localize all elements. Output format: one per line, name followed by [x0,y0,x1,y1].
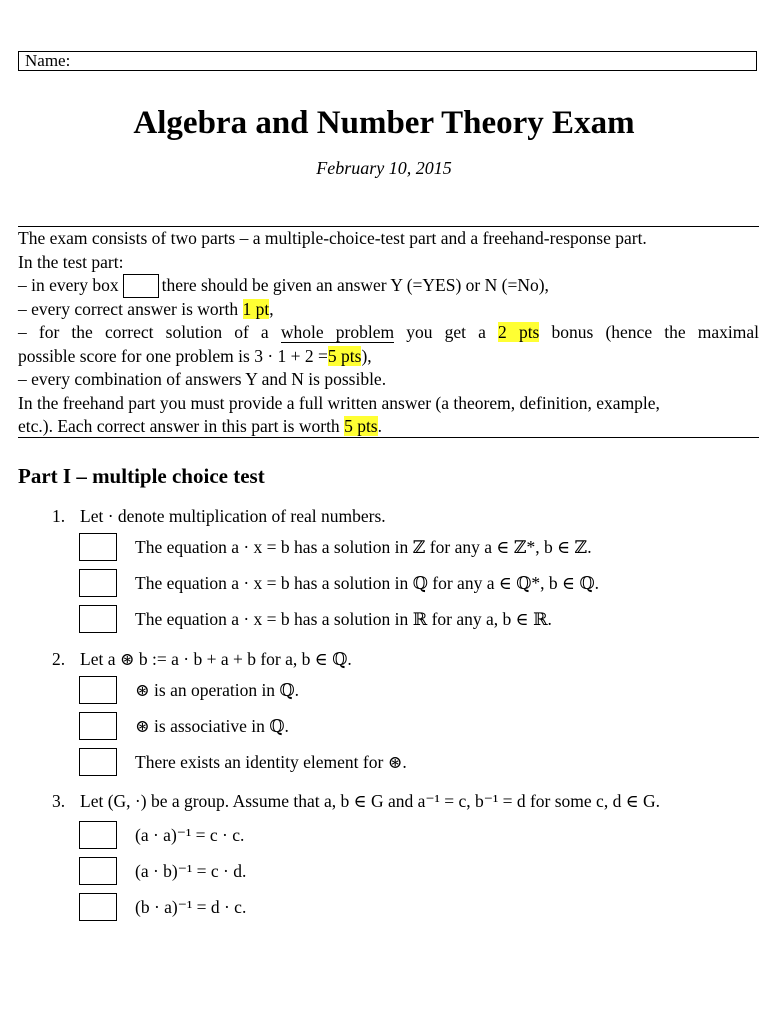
instructions-text: etc.). Each correct answer in this part is worth [18,416,340,436]
instructions-text: – for the correct solution of a [18,322,269,342]
instructions-text: bonus (hence the maximal [551,322,759,342]
exam-date: February 10, 2015 [316,158,452,178]
answer-box[interactable] [79,676,117,704]
instructions-line [18,274,759,298]
instructions-line: In the freehand part you must provide a full written answer (a theorem, definition, example, [18,392,660,413]
instructions-text: possible score for one problem is 3 · 1 + 2 = [18,345,328,366]
part-heading: Part I – multiple choice test [18,464,265,488]
question-number: 1. [52,506,66,526]
highlight-points: 5 pts [327,345,362,366]
question-number: 2. [52,649,66,669]
question-text: Let (G, ·) be a group. Assume that a, b ∈ G and a⁻¹ = c, b⁻¹ = d for some c, d ∈ G. [80,791,661,811]
instructions-text: , [269,298,274,319]
instructions-line [18,415,759,439]
answer-box[interactable] [79,533,117,561]
highlight-points: 2 pts [498,322,540,342]
question-text: Let · denote multiplication of real numbers. [80,506,386,526]
answer-box[interactable] [79,821,117,849]
underlined-text: whole problem [280,322,395,342]
answer-statement: There exists an identity element for ⊛. [135,752,407,772]
name-label: Name: [25,51,71,70]
answer-box[interactable] [79,569,117,597]
answer-statement: The equation a · x = b has a solution in ℤ for any a ∈ ℤ*, b ∈ ℤ. [135,537,592,557]
answer-statement: ⊛ is an operation in ℚ. [135,680,300,700]
instructions-line [18,321,759,345]
question-stem [52,790,660,812]
instructions-text: . [377,416,382,436]
answer-statement: (b · a)⁻¹ = d · c. [135,897,247,917]
answer-statement: ⊛ is associative in ℚ. [135,716,289,736]
question-stem [52,505,386,527]
instructions-line: The exam consists of two parts – a multiple-choice-test part and a freehand-response part. [18,228,647,248]
answer-box[interactable] [79,712,117,740]
answer-box[interactable] [79,748,117,776]
instructions-line [18,298,759,322]
highlight-points: 5 pts [344,416,378,436]
answer-box[interactable] [79,893,117,921]
instructions-text: you get a [406,322,486,342]
example-answer-box [123,274,159,298]
question-number: 3. [52,791,66,811]
question-stem [52,648,352,670]
instructions-text: – in every box [18,275,119,295]
instructions-line: – every combination of answers Y and N is possible. [18,369,387,389]
instructions-text: there should be given an answer Y (=YES) or N (=No), [161,275,549,295]
answer-statement: (a · b)⁻¹ = c · d. [135,861,247,881]
instructions-line [18,345,759,369]
instructions-line: In the test part: [18,251,124,272]
instructions-text: – every correct answer is worth [18,298,239,319]
answer-statement: (a · a)⁻¹ = c · c. [135,825,245,845]
answer-statement: The equation a · x = b has a solution in ℚ for any a ∈ ℚ*, b ∈ ℚ. [135,573,599,593]
exam-title: Algebra and Number Theory Exam [133,105,635,141]
answer-statement: The equation a · x = b has a solution in ℝ for any a, b ∈ ℝ. [135,609,552,629]
instructions-text: ), [361,345,372,366]
answer-box[interactable] [79,605,117,633]
highlight-points: 1 pt [242,298,270,319]
answer-box[interactable] [79,857,117,885]
question-text: Let a ⊛ b := a · b + a + b for a, b ∈ ℚ. [80,649,352,669]
name-field[interactable] [18,51,757,71]
instructions [18,226,759,438]
